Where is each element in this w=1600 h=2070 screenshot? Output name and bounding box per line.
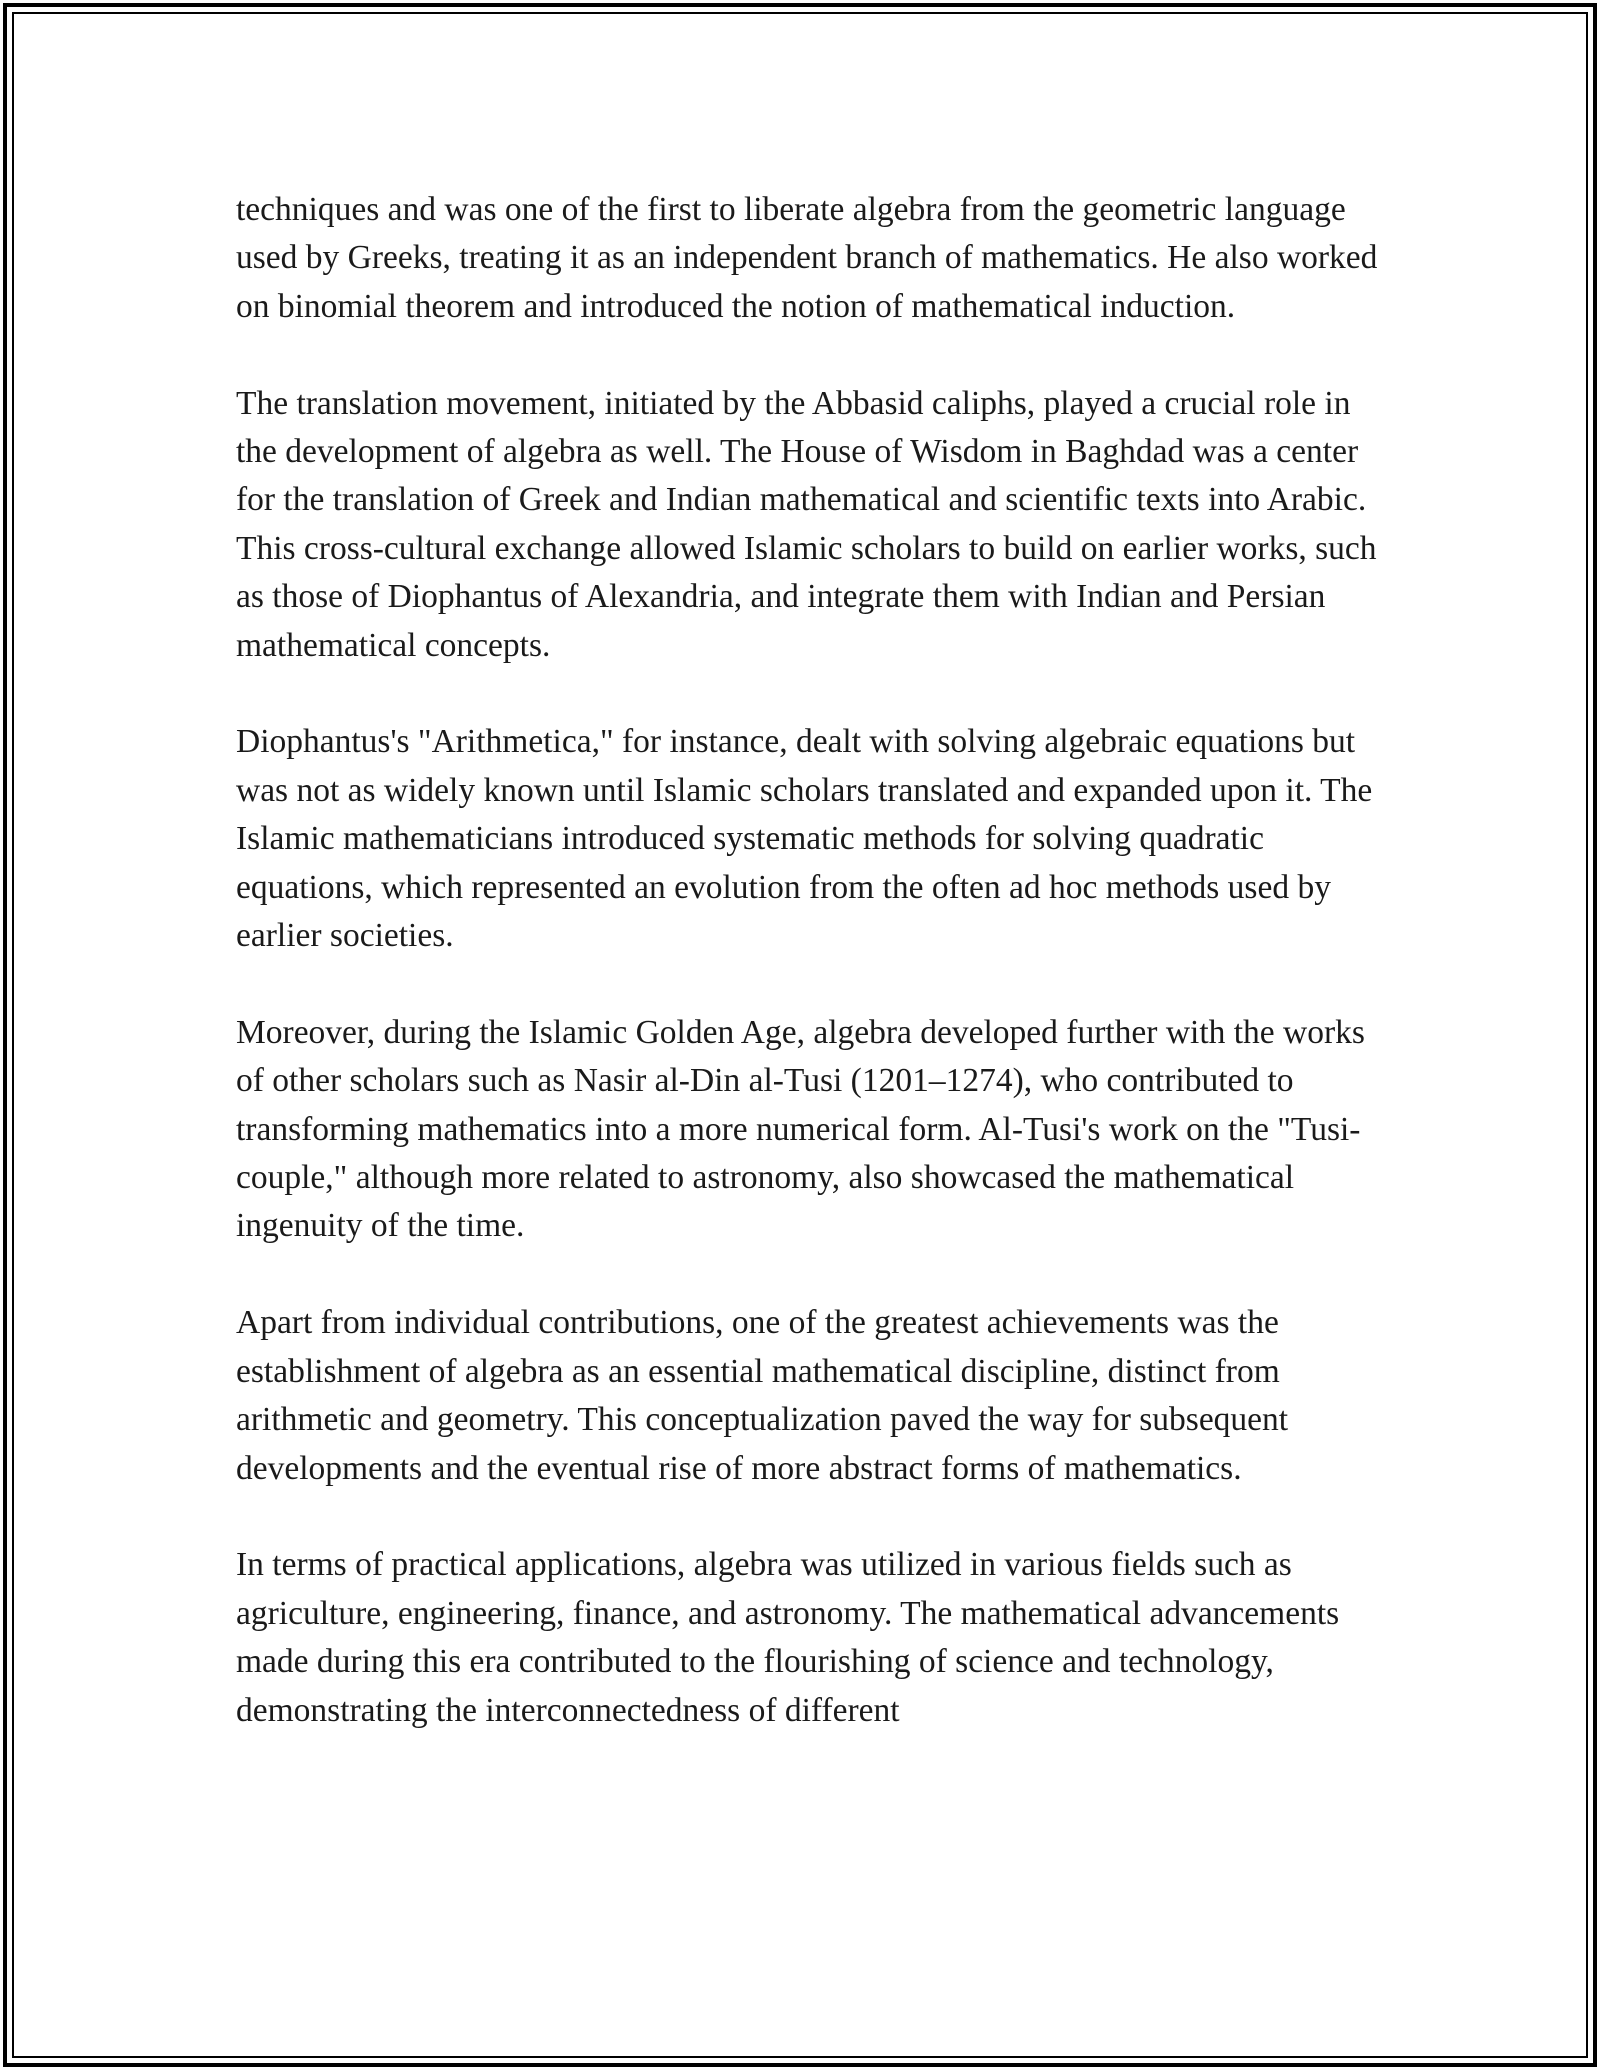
document-body <box>236 186 1386 1735</box>
paragraph: techniques and was one of the first to liberate algebra from the geometric language used by Greeks, treating it as an independent branch of mathematics. He also worked on binomial theorem and introduced the notion of mathematical induction. <box>236 191 1378 325</box>
paragraph: In terms of practical applications, algebra was utilized in various fields such as agriculture, engineering, finance, and astronomy. The mathematical advancements made during this era contributed to the flourishing of science and technology, demonstrating the interconnectedness of different <box>236 1546 1340 1729</box>
paragraph: Apart from individual contributions, one of the greatest achievements was the establishment of algebra as an essential mathematical discipline, distinct from arithmetic and geometry. This conceptualization paved the way for subsequent developments and the eventual rise of more abstract forms of mathematics. <box>236 1304 1289 1487</box>
paragraph: The translation movement, initiated by the Abbasid caliphs, played a crucial role in the development of algebra as well. The House of Wisdom in Baghdad was a center for the translation of Greek and Indian mathematical and scientific texts into Arabic. This cross-cultural exchange allowed Islamic scholars to build on earlier works, such as those of Diophantus of Alexandria, and integrate them with Indian and Persian mathematical concepts. <box>236 384 1377 664</box>
paragraph: Moreover, during the Islamic Golden Age, algebra developed further with the works of other scholars such as Nasir al-Din al-Tusi (1201–1274), who contributed to transforming mathematics into a more numerical form. Al-Tusi's work on the "Tusi-couple," although more related to astronomy, also showcased the mathematical ingenuity of the time. <box>236 1013 1365 1245</box>
paragraph: Diophantus's "Arithmetica," for instance, dealt with solving algebraic equations but was not as widely known until Islamic scholars translated and expanded upon it. The Islamic mathematicians introduced systematic methods for solving quadratic equations, which represented an evolution from the often ad hoc methods used by earlier societies. <box>236 723 1373 955</box>
